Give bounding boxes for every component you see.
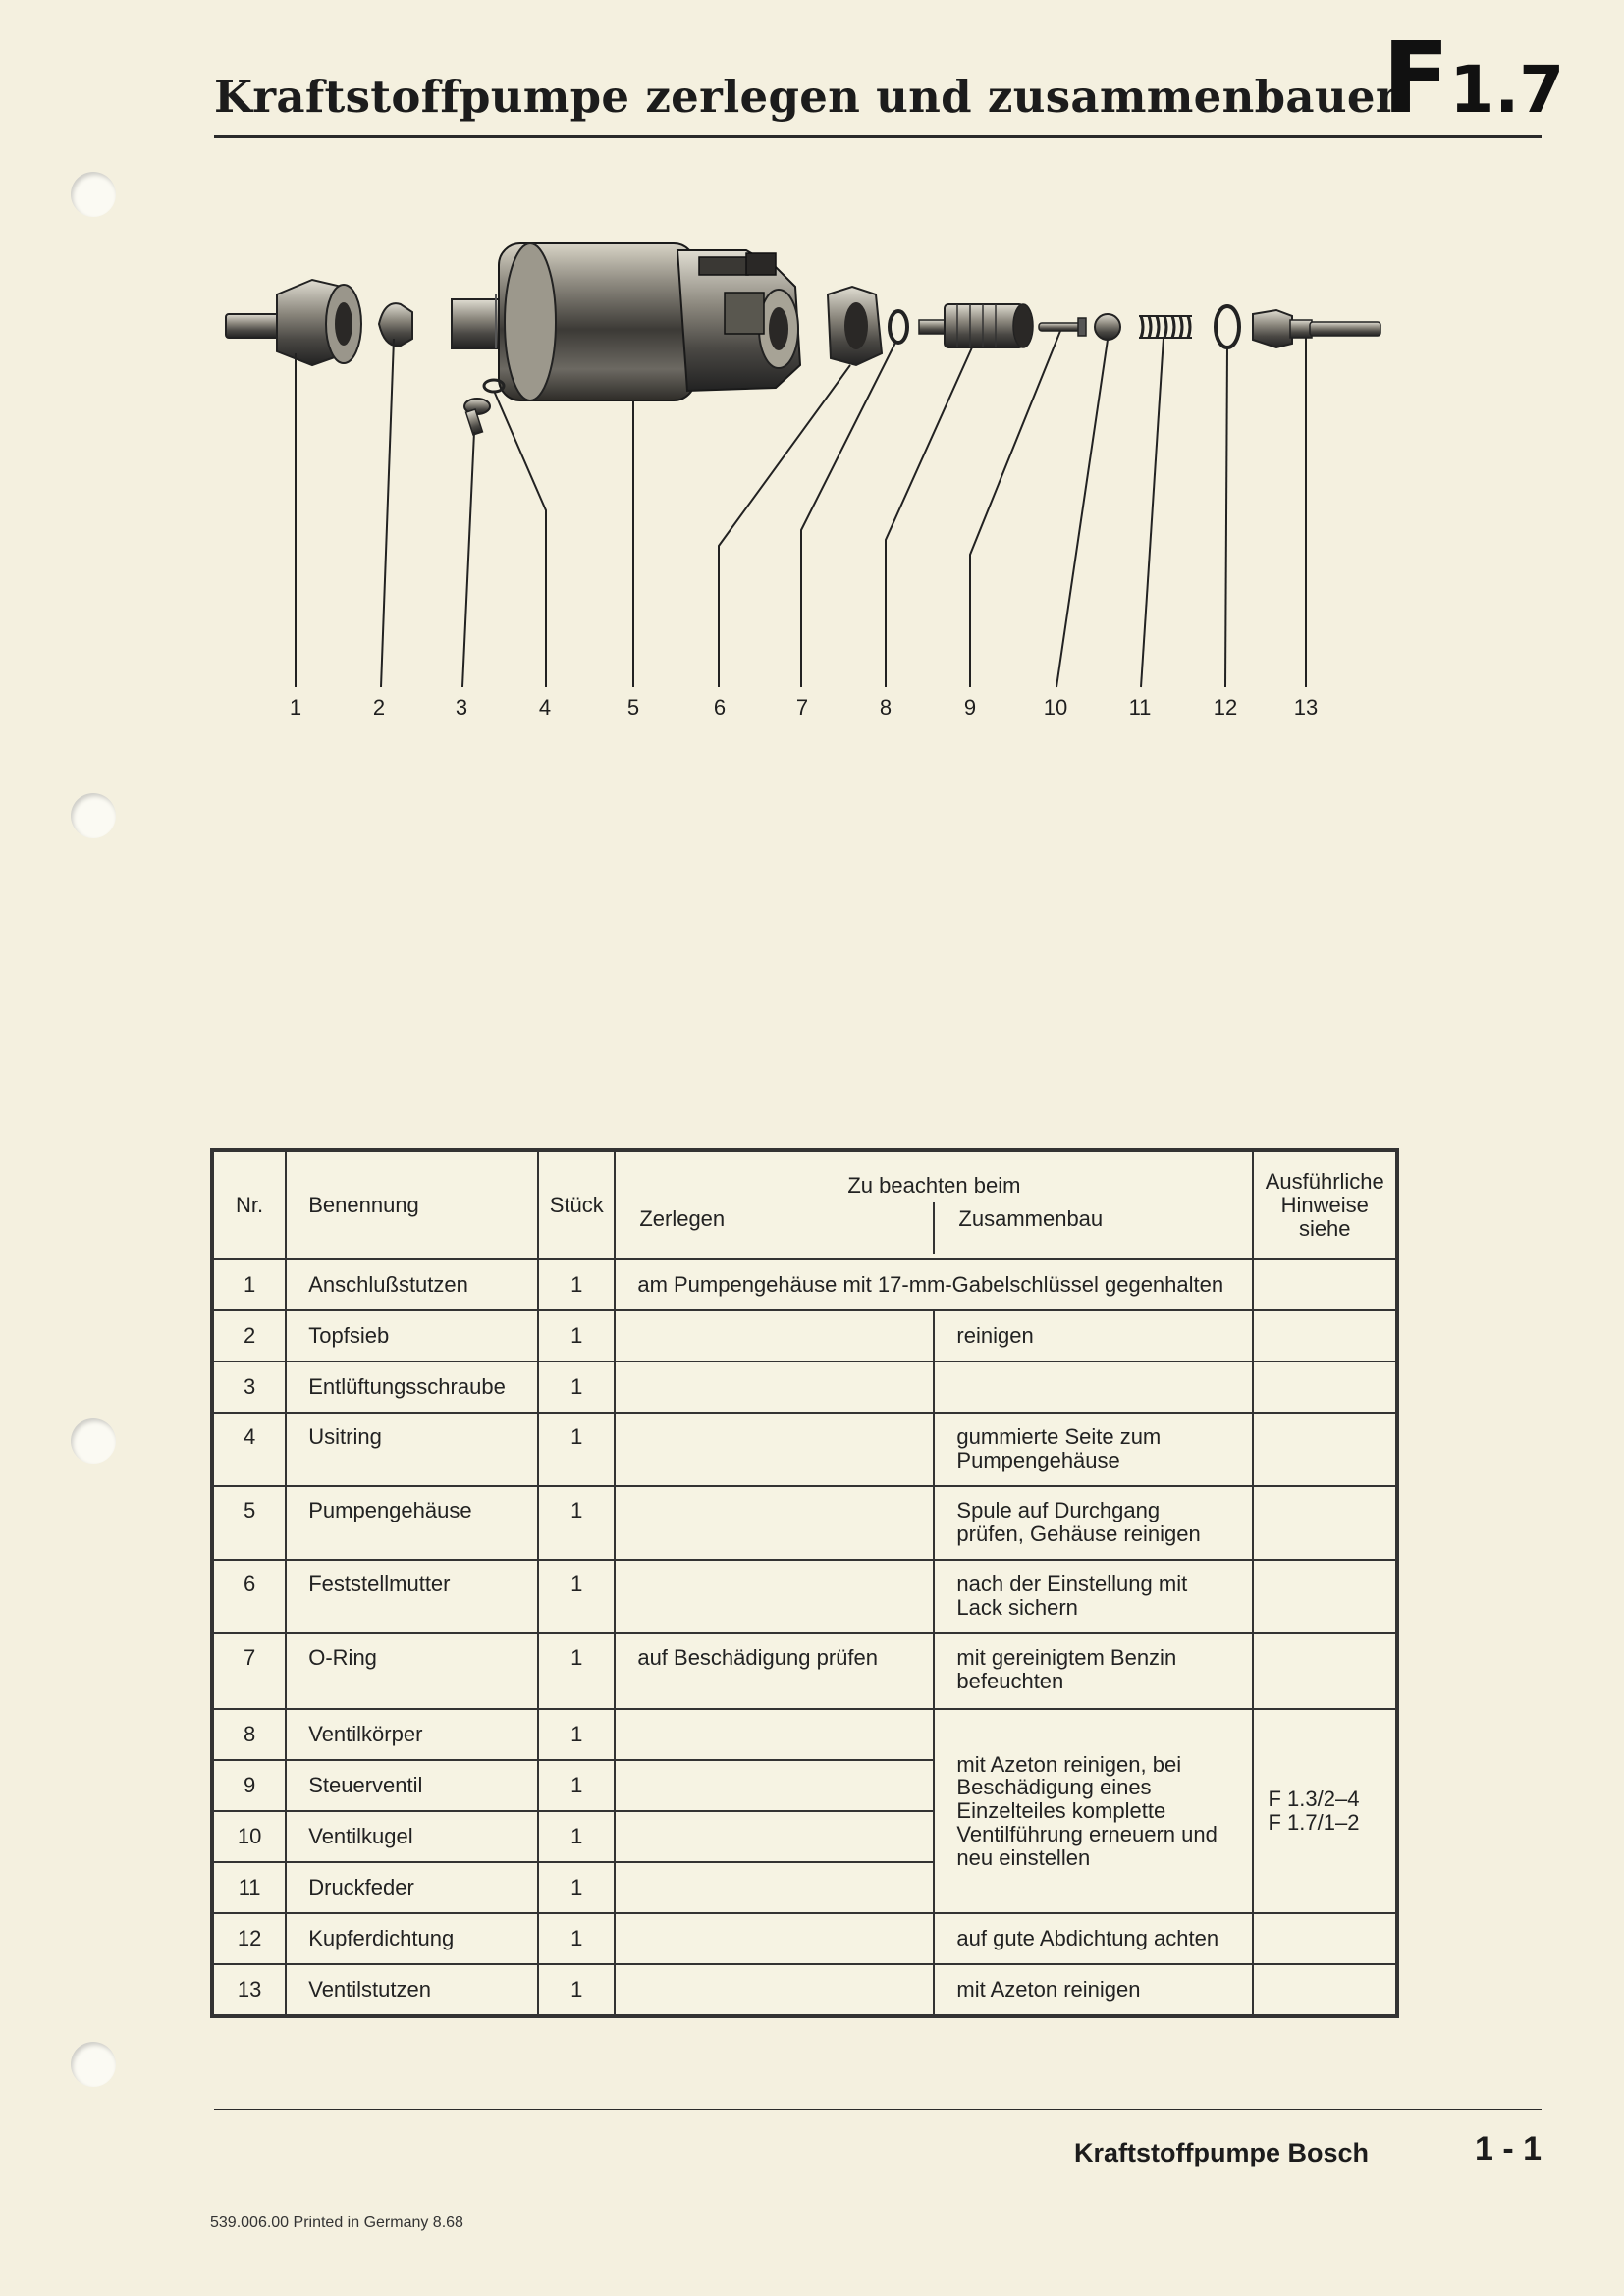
header-stueck: Stück (539, 1152, 614, 1258)
cell-benennung: Pumpengehäuse (287, 1487, 537, 1559)
cell-benennung: Druckfeder (287, 1863, 537, 1912)
cell-benennung: Ventilstutzen (287, 1965, 537, 2014)
cell-zusammenbau-group: mit Azeton reinigen, bei Beschädigung eines Einzelteiles komplette Ventilführung erneuern und neu einstellen (935, 1710, 1252, 1912)
cell-zerlegen: auf Beschädigung prüfen (616, 1634, 933, 1708)
header-hinweise-line: Hinweise (1280, 1192, 1369, 1217)
cell-benennung: O-Ring (287, 1634, 537, 1708)
header-hinweise-line: siehe (1298, 1216, 1351, 1242)
cell-zerlegen (616, 1710, 933, 1759)
diagram-label: 6 (713, 695, 727, 720)
cell-zerlegen (616, 1761, 933, 1810)
part-anschlussstutzen (226, 280, 361, 365)
cell-benennung: Ventilkörper (287, 1710, 537, 1759)
table-row (214, 1561, 1395, 1632)
cell-stueck: 1 (539, 1260, 614, 1309)
cell-zerlegen (616, 1362, 933, 1412)
cell-zusammenbau: mit gereinigtem Benzin befeuchten (935, 1634, 1252, 1708)
part-ventilkugel (1095, 314, 1120, 340)
cell-stueck: 1 (539, 1914, 614, 1963)
table-row (214, 1914, 1395, 1963)
diagram-label: 4 (538, 695, 552, 720)
cell-stueck: 1 (539, 1710, 614, 1759)
punch-hole (71, 793, 116, 838)
cell-benennung: Ventilkugel (287, 1812, 537, 1861)
punch-hole (71, 1418, 116, 1464)
cell-zusammenbau: auf gute Abdichtung achten (935, 1914, 1252, 1963)
cell-nr: 10 (214, 1812, 285, 1861)
part-entlueftungsschraube (464, 399, 490, 435)
cell-stueck: 1 (539, 1634, 614, 1708)
parts-table (210, 1148, 1399, 2018)
cell-stueck: 1 (539, 1414, 614, 1485)
cell-benennung: Entlüftungsschraube (287, 1362, 537, 1412)
diagram-label: 8 (879, 695, 893, 720)
cell-benennung: Usitring (287, 1414, 537, 1485)
cell-zerlegen (616, 1311, 933, 1361)
cell-hinweise (1254, 1311, 1395, 1361)
cell-nr: 13 (214, 1965, 285, 2014)
diagram-label: 5 (626, 695, 640, 720)
cell-hinweise-group (1254, 1710, 1395, 1912)
cell-benennung: Topfsieb (287, 1311, 537, 1361)
cell-nr: 12 (214, 1914, 285, 1963)
cell-zusammenbau: gummierte Seite zum Pumpengehäuse (935, 1414, 1252, 1485)
cell-nr: 11 (214, 1863, 285, 1912)
print-line: 539.006.00 Printed in Germany 8.68 (210, 2215, 463, 2231)
cell-hinweise (1254, 1561, 1395, 1632)
cell-nr: 3 (214, 1362, 285, 1412)
table-row (214, 1414, 1395, 1485)
part-pumpengehaeuse (452, 243, 800, 400)
header-zu-beachten-title: Zu beachten beim (847, 1173, 1021, 1198)
cell-benennung: Kupferdichtung (287, 1914, 537, 1963)
cell-benennung: Anschlußstutzen (287, 1260, 537, 1309)
cell-zusammenbau: nach der Einstellung mit Lack sichern (935, 1561, 1252, 1632)
section-letter: F (1382, 21, 1450, 135)
cell-zerlegen (616, 1561, 933, 1632)
cell-nr: 5 (214, 1487, 285, 1559)
table-row (214, 1362, 1395, 1412)
cell-zerlegen (616, 1965, 933, 2014)
table-row (214, 1260, 1395, 1309)
cell-zerlegen (616, 1914, 933, 1963)
cell-stueck: 1 (539, 1812, 614, 1861)
diagram-label: 2 (372, 695, 386, 720)
hinweis-ref: F 1.7/1–2 (1268, 1810, 1360, 1835)
header-hinweise (1254, 1152, 1395, 1258)
part-o-ring (890, 311, 907, 343)
cell-hinweise (1254, 1487, 1395, 1559)
table-header-row (214, 1152, 1395, 1258)
cell-nr: 6 (214, 1561, 285, 1632)
leader-lines (296, 331, 1306, 687)
cell-zerlegen (616, 1414, 933, 1485)
cell-hinweise (1254, 1362, 1395, 1412)
cell-zerlegen (616, 1812, 933, 1861)
cell-benennung: Steuerventil (287, 1761, 537, 1810)
cell-zusammenbau (935, 1362, 1252, 1412)
header-nr: Nr. (214, 1152, 285, 1258)
part-feststellmutter (828, 287, 882, 365)
diagram-label: 1 (289, 695, 302, 720)
cell-nr: 8 (214, 1710, 285, 1759)
cell-hinweise (1254, 1260, 1395, 1309)
diagram-label: 10 (1043, 695, 1068, 720)
cell-hinweise (1254, 1914, 1395, 1963)
table-row (214, 1965, 1395, 2014)
cell-zerlegen: am Pumpengehäuse mit 17-mm-Gabelschlüssel gegenhalten (616, 1260, 1252, 1309)
cell-nr: 4 (214, 1414, 285, 1485)
cell-zusammenbau: Spule auf Durchgang prüfen, Gehäuse reinigen (935, 1487, 1252, 1559)
header-hinweise-line: Ausführliche (1265, 1168, 1384, 1194)
punch-hole (71, 2042, 116, 2087)
page-title: Kraftstoffpumpe zerlegen und zusammenbauen (214, 71, 1408, 123)
cell-benennung: Feststellmutter (287, 1561, 537, 1632)
part-ventilkoerper (919, 304, 1033, 347)
header-benennung: Benennung (287, 1152, 537, 1258)
cell-nr: 2 (214, 1311, 285, 1361)
table-row (214, 1311, 1395, 1361)
cell-hinweise (1254, 1965, 1395, 2014)
footer-title: Kraftstoffpumpe Bosch (1074, 2138, 1370, 2167)
diagram-label: 13 (1293, 695, 1319, 720)
cell-stueck: 1 (539, 1965, 614, 2014)
header-zusammenbau: Zusammenbau (933, 1202, 1252, 1254)
part-steuerventil (1039, 318, 1086, 336)
cell-zerlegen (616, 1863, 933, 1912)
diagram-label: 11 (1128, 695, 1152, 720)
cell-nr: 9 (214, 1761, 285, 1810)
table-row (214, 1634, 1395, 1708)
table-row (214, 1710, 1395, 1759)
hinweis-ref: F 1.3/2–4 (1268, 1787, 1360, 1812)
part-kupferdichtung (1216, 306, 1239, 347)
cell-nr: 1 (214, 1260, 285, 1309)
part-ventilstutzen (1253, 310, 1380, 347)
exploded-view-diagram (0, 0, 1624, 746)
cell-zusammenbau: reinigen (935, 1311, 1252, 1361)
diagram-label: 9 (963, 695, 977, 720)
page-number: 1 - 1 (1475, 2130, 1543, 2167)
header-zu-beachten (616, 1152, 1252, 1258)
cell-zerlegen (616, 1487, 933, 1559)
cell-hinweise (1254, 1414, 1395, 1485)
part-topfsieb (379, 303, 412, 346)
diagram-label: 3 (455, 695, 468, 720)
cell-nr: 7 (214, 1634, 285, 1708)
cell-stueck: 1 (539, 1362, 614, 1412)
part-druckfeder (1139, 316, 1192, 338)
diagram-label: 12 (1213, 695, 1238, 720)
header-zerlegen: Zerlegen (639, 1206, 726, 1231)
table-row (214, 1487, 1395, 1559)
cell-stueck: 1 (539, 1311, 614, 1361)
cell-stueck: 1 (539, 1487, 614, 1559)
cell-stueck: 1 (539, 1761, 614, 1810)
cell-stueck: 1 (539, 1561, 614, 1632)
section-number: 1.7 (1449, 52, 1565, 128)
footer-rule (214, 2109, 1542, 2110)
cell-zusammenbau: mit Azeton reinigen (935, 1965, 1252, 2014)
diagram-label: 7 (795, 695, 809, 720)
cell-stueck: 1 (539, 1863, 614, 1912)
cell-hinweise (1254, 1634, 1395, 1708)
